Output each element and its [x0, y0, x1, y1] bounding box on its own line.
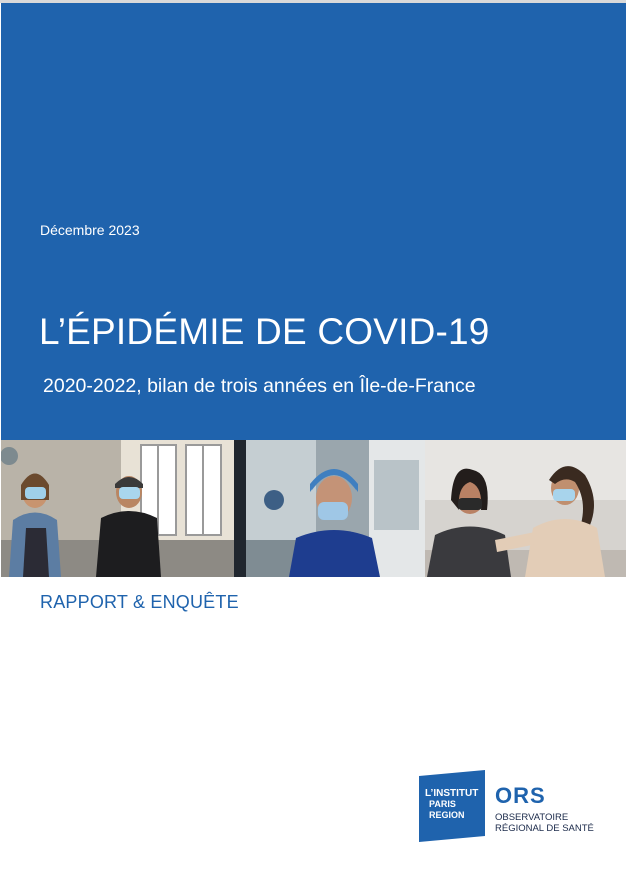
institut-line3: REGION [429, 810, 465, 820]
photo-strip [1, 440, 626, 577]
page-title: L’ÉPIDÉMIE DE COVID-19 [39, 311, 490, 352]
institut-ors-logo [415, 770, 615, 842]
ors-acronym: ORS [495, 783, 546, 808]
page-subtitle: 2020-2022, bilan de trois années en Île-de-France [43, 375, 476, 397]
ors-line1: OBSERVATOIRE [495, 812, 569, 823]
masked-pedestrians-photo [1, 440, 234, 577]
institut-line1: L’INSTITUT [425, 788, 479, 799]
cover-header [1, 3, 626, 440]
vaccination-photo [425, 440, 626, 577]
report-type: RAPPORT & ENQUÊTE [40, 592, 239, 612]
publication-date: Décembre 2023 [40, 222, 140, 238]
healthcare-worker-photo [234, 440, 425, 577]
ors-subtitle [495, 812, 594, 834]
ors-line2: RÉGIONAL DE SANTÉ [495, 823, 594, 834]
institut-line2: PARIS [429, 799, 456, 809]
institut-paris-region-logo [415, 770, 485, 842]
